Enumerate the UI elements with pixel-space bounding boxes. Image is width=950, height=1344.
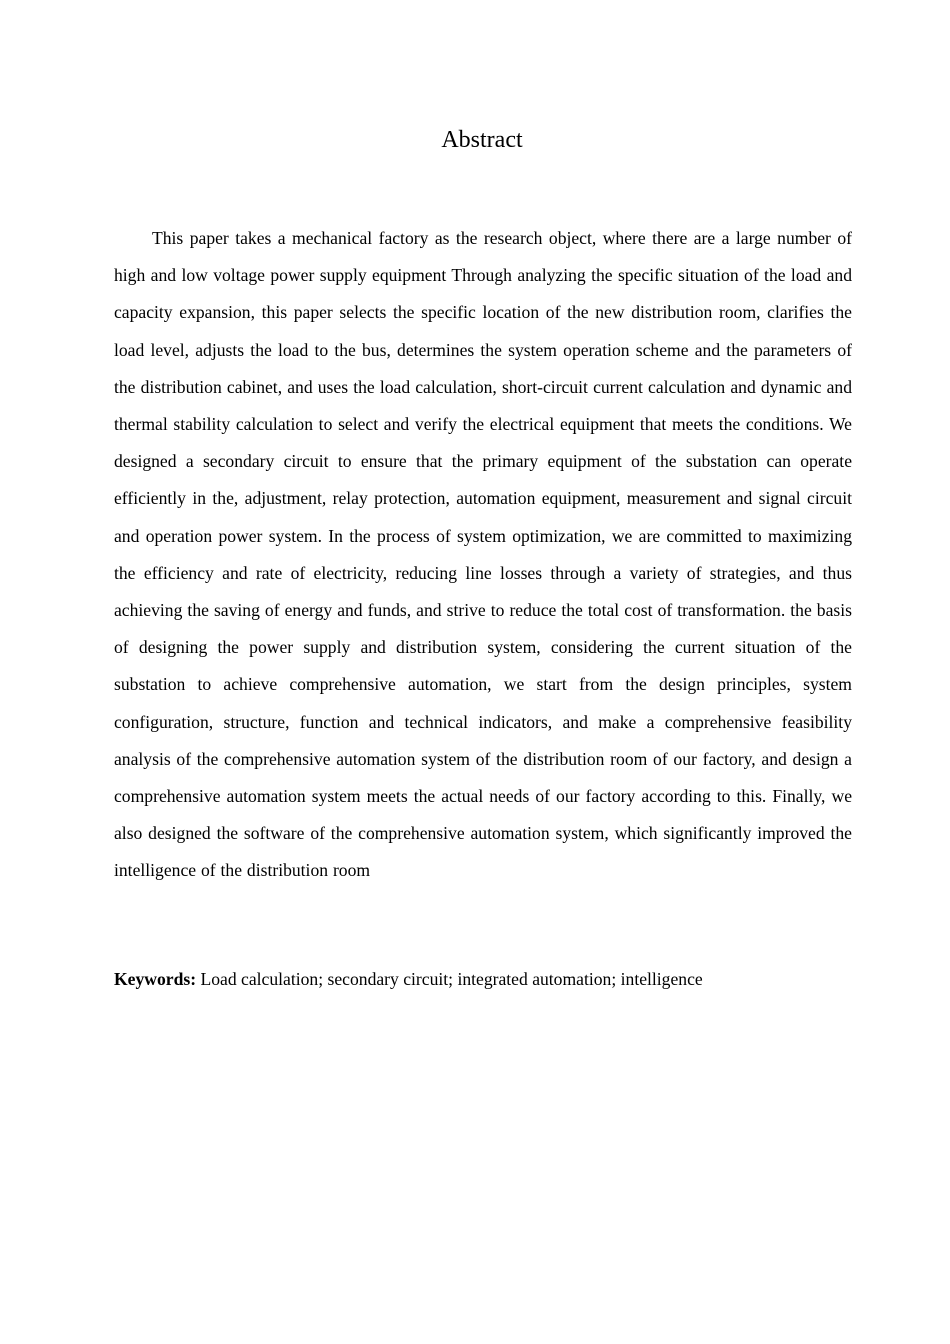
keywords-text: Load calculation; secondary circuit; integrated automation; intelligence (196, 969, 703, 989)
abstract-heading: Abstract (441, 127, 523, 153)
keywords-label: Keywords: (114, 969, 197, 989)
abstract-paragraph: This paper takes a mechanical factory as the research object, where there are a large number of high and low voltage power supply equipment Through analyzing the specific situation of the load and capacity expansion, this paper selects the specific location of the new distribution room, clarifies the load level, adjusts the load to the bus, determines the system operation scheme and the parameters of the distribution cabinet, and uses the load calculation, short-circuit current calculation and dynamic and thermal stability calculation to select and verify the electrical equipment that meets the conditions. We designed a secondary circuit to ensure that the primary equipment of the substation can operate efficiently in the, adjustment, relay protection, automation equipment, measurement and signal circuit and operation power system. In the process of system optimization, we are committed to maximizing the efficiency and rate of electricity, reducing line losses through a variety of strategies, and thus achieving the saving of energy and funds, and strive to reduce the total cost of transformation. the basis of designing the power supply and distribution system, considering the current situation of the substation to achieve comprehensive automation, we start from the design principles, system configuration, structure, function and technical indicators, and make a comprehensive feasibility analysis of the comprehensive automation system of the distribution room of our factory, and design a comprehensive automation system meets the actual needs of our factory according to this. Finally, we also designed the software of the comprehensive automation system, which significantly improved the intelligence of the distribution room (114, 228, 852, 881)
keywords-line (114, 962, 852, 996)
